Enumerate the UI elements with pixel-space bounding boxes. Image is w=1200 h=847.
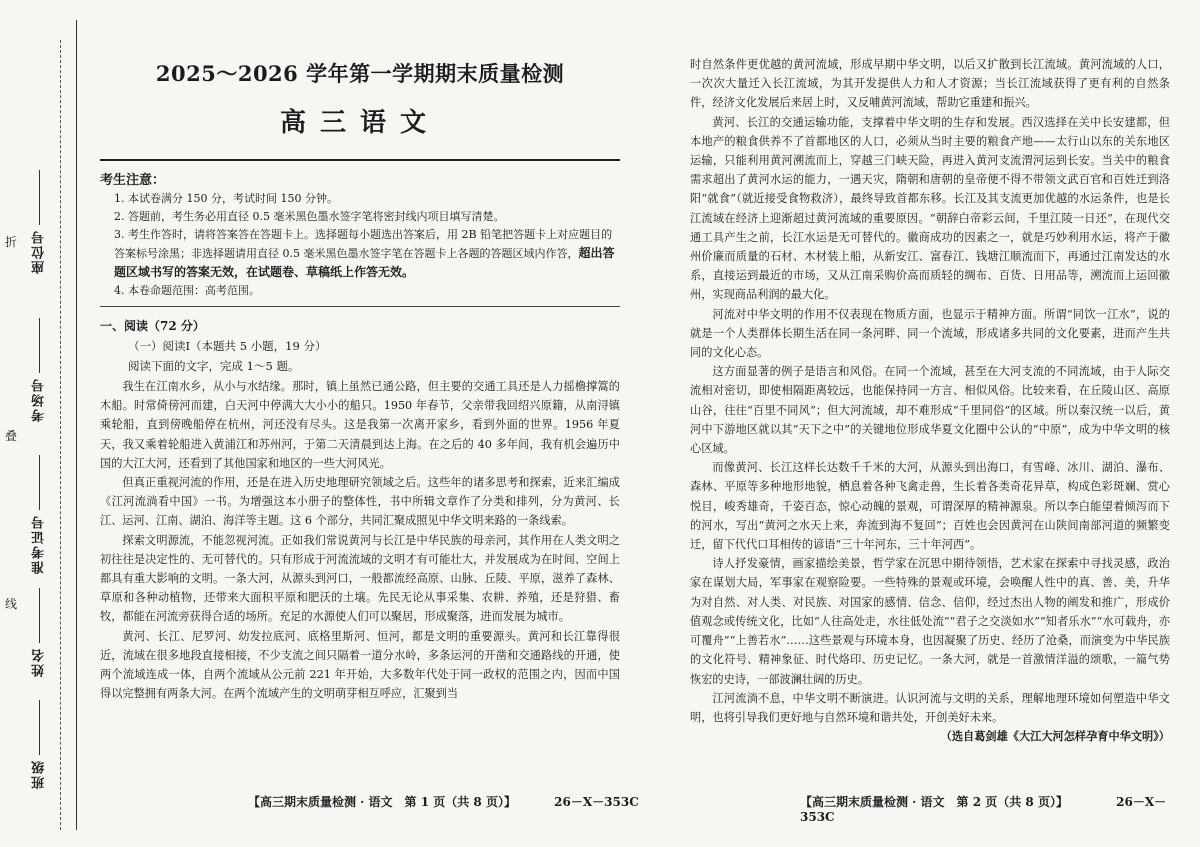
title-divider — [100, 159, 620, 161]
passage-paragraph: 我生在江南水乡，从小与水结缘。那时，镇上虽然已通公路，但主要的交通工具还是人力摇橹撑篙的木船。时常倚傍河而建，白天河中停满大大小小的船只。1950 年春节，父亲带我回绍兴原籍，从南浔镇乘轮船，直到傍晚船停在杭州，河还没有尽头。这是我第一次离开家乡，看到外面的世界。1956 年夏天，我又乘着轮船进入黄浦江和苏州河，于第二天清晨到达上海。在之后的 40 多年间，我有机会遍历中国的大江大河，还看到了其他国家和地区的一些大河风光。 — [100, 380, 620, 470]
exam-room-field[interactable] — [30, 318, 54, 422]
name-label: 姓名 — [32, 647, 47, 677]
notice-emphasis: 超出答题区域书写的答案无效，在试题卷、草稿纸上作答无效。 — [114, 246, 615, 279]
passage-paragraph: 而像黄河、长江这样长达数千千米的大河，从源头到出海口，有雪峰、冰川、湖泊、瀑布、森林、平原等多种地形地貌，栖息着各种飞禽走兽，生长着各类奇花异草，构成色彩斑斓、赏心悦目，峻秀雄奇，千姿百态，惊心动魄的景观，可谓深厚的精神源泉。所以李白能望着倾泻而下的河水，写出“黄河之水天上来，奔流到海不复回”；百姓也会因黄河在山陕间南部河道的频繁变迁，留下代代口耳相传的谚语“三十年河东，三十年河西”。 — [690, 461, 1170, 552]
notice-heading: 考生注意： — [100, 173, 166, 188]
passage-paragraph: 探索文明源流，不能忽视河流。正如我们常说黄河与长江是中华民族的母亲河，其作用在人类文明之初往往是决定性的、无可替代的。只有形成于河流流域的文明才有可能壮大，并发展成为在时间、空间上都具有重大影响的文明。一条大河，从源头到河口，一般都流经高原、山脉、丘陵、平原，滋养了森林、草原和各种动植物，还带来大面积平原和肥沃的土壤。先民无论从事采集、农耕、养殖，还是狩猎、畜牧，都能在河流旁获得合适的场所。充足的水源使人们可以聚居，形成聚落，进而发展为城市。 — [100, 533, 620, 624]
passage-paragraph: 但真正重视河流的作用，还是在进入历史地理研究领域之后。这些年的诸多思考和探索，近来汇编成《江河流淌看中国》一书。为增强这本小册子的整体性，书中所辑文章作了分类和排列，分为黄河、长江、运河、江南、湖泊、海洋等主题。这 6 个部分，共同汇聚成照见中华文明来路的一条线索。 — [100, 476, 620, 528]
notice-item: 4. 本卷命题范围：高考范围。 — [114, 284, 260, 297]
instruction: 阅读下面的文字，完成 1～5 题。 — [128, 359, 300, 373]
exam-room-label: 考场号 — [32, 377, 47, 422]
page-footer-label: 【高三期末质量检测 · 语文 第 2 页（共 8 页）】 — [800, 795, 1068, 809]
class-field[interactable] — [30, 700, 54, 789]
cut-mark-stack: 叠 — [4, 429, 17, 443]
right-page — [690, 55, 1170, 746]
notice-item — [100, 226, 620, 282]
admission-number-label: 准考证号 — [32, 514, 47, 574]
notice-divider — [100, 306, 620, 307]
cut-mark-line: 线 — [4, 597, 17, 611]
section-heading: 一、阅读（72 分） — [100, 319, 205, 333]
seal-line-solid — [76, 20, 77, 830]
notice-item-text: 3. 考生作答时，请将答案答在答题卡上。选择题每小题选出答案后，用 2B 铅笔把答题卡上对应题目的答案标号涂黑；非选择题请用直径 0.5 毫米黑色墨水签字笔在答题卡上各题的答题区域内作答， — [114, 228, 613, 260]
exam-code: 26－X－353C — [554, 795, 639, 809]
passage-paragraph: 江河流淌不息，中华文明不断演进。认识河流与文明的关系，理解地理环境如何塑造中华文明，也将引导我们更好地与自然环境和谐共处，开创美好未来。 — [690, 691, 1170, 724]
exam-subtitle: 高三语文 — [279, 108, 440, 138]
passage-paragraph: 诗人抒发豪情，画家描绘美景，哲学家在沉思中期待领悟，艺术家在探索中寻找灵感，政治家在谋划大局，军事家在观察险要。一些特殊的景观或环境，会唤醒人性中的真、善、美，升华为对自然、对人类、对民族、对国家的感情、信念、信仰，经过杰出人物的阐发和推广，形成价值观念或传统文化，比如“人往高处走，水往低处流”“君子之交淡如水”“知者乐水”“水可载舟，亦可覆舟”“上善若水”……这些景观与环境本身，也因凝聚了历史、经历了沧桑，而演变为中华民族的文化符号、精神象征、时代烙印、历史记忆。一条大河，就是一首激情洋溢的颂歌，一篇气势恢宏的史诗，一部波澜壮阔的历史。 — [690, 557, 1170, 686]
seat-number-label: 座位号 — [32, 229, 47, 274]
name-field[interactable] — [30, 588, 54, 677]
passage-source: （选自葛剑雄《大江大河怎样孕育中华文明》） — [940, 729, 1170, 744]
exam-title: 2025～2026 学年第一学期期末质量检测 — [155, 61, 565, 86]
left-page — [100, 58, 620, 703]
cut-mark-fold: 折 — [4, 235, 17, 249]
passage-paragraph: 时自然条件更优越的黄河流域，形成早期中华文明，以后又扩散到长江流域。黄河流域的人口，一次次大量迁入长江流域，为其开发提供人力和人才资源；当长江流域获得了更有利的自然条件，经济文化发展后来居上时，又反哺黄河流域，帮助它重建和振兴。 — [690, 58, 1170, 110]
admission-number-field[interactable] — [30, 455, 54, 574]
right-footer — [800, 793, 1200, 824]
passage-paragraph: 黄河、长江、尼罗河、幼发拉底河、底格里斯河、恒河，都是文明的重要源头。黄河和长江靠得很近，流域在很多地段直接相接，不少支流之间只隔着一道分水岭，多条运河的开凿和交通路线的开通，使两个流域连成一体，自两个流域从公元前 221 年开始，大多数年代处于同一政权的范围之内，因而中国得以完整拥有两条大河。在两个流域产生的文明萌芽相互呼应，汇聚到当 — [100, 629, 620, 701]
passage-paragraph: 黄河、长江的交通运输功能，支撑着中华文明的生存和发展。西汉选择在关中长安建都，但本地产的粮食供养不了首都地区的人口，必须从当时主要的粮食产地——太行山以东的关东地区运输，只能利用黄河溯流而上，穿越三门峡天险，再进入黄河支流渭河运到长安。当关中的粮食需求超出了黄河水运的能力，一遇天灾，隋朝和唐朝的皇帝便不得不带领文武百官和百姓迁到洛阳“就食”（就近接受食物救济），最终导致首都东移。长江及其支流更加优越的水运条件，也是长江流域在经济上迎渐超过黄河流域的重要原因。“朝辞白帝彩云间，千里江陵一日还”，在现代交通工具产生之前，长江水运是无可替代的。徽商成功的因素之一，就是巧妙利用水运，将产于徽州价廉而质量的石材、木材装上船，从新安江、富春江、钱塘江顺流而下，再通过江南发达的水系，直接运到最近的市场，又从江南采购价高而质轻的绸布、百货、日用品等，溯流而上运回徽州，实现商品利润的最大化。 — [690, 115, 1170, 302]
seat-number-field[interactable] — [30, 170, 54, 274]
passage-paragraph: 河流对中华文明的作用不仅表现在物质方面，也显示于精神方面。所谓“同饮一江水”，说的就是一个人类群体长期生活在同一条河畔、同一个流域，形成诸多共同的文化要素，进而产生共同的文化心态。 — [690, 307, 1170, 360]
class-label: 班级 — [32, 759, 47, 789]
notice-item: 1. 本试卷满分 150 分，考试时间 150 分钟。 — [114, 192, 338, 205]
binding-strip — [0, 0, 80, 847]
notice-item: 2. 答题前，考生务必用直径 0.5 毫米黑色墨水签字笔将密封线内项目填写清楚。 — [114, 210, 505, 223]
left-footer — [248, 793, 639, 810]
seal-line-dashed — [60, 40, 61, 830]
exam-code: 26－X－353C — [800, 795, 1167, 824]
subsection-heading: （一）阅读Ⅰ（本题共 5 小题，19 分） — [128, 339, 327, 353]
page-footer-label: 【高三期末质量检测 · 语文 第 1 页（共 8 页）】 — [248, 795, 516, 809]
passage-paragraph: 这方面显著的例子是语言和风俗。在同一个流域，甚至在大河支流的不同流域，由于人际交流相对密切，即使相隔距离较远，也能保持同一方言、相似风俗。比较来看，在丘陵山区、高原山谷，往往“百里不同风”；但大河流域，却不难形成“千里同俗”的区域。所以秦汉统一以后，黄河中下游地区就以其“天下之中”的关键地位形成华夏文化圈中公认的“中原”，成为中华文明的核心区域。 — [690, 365, 1170, 456]
